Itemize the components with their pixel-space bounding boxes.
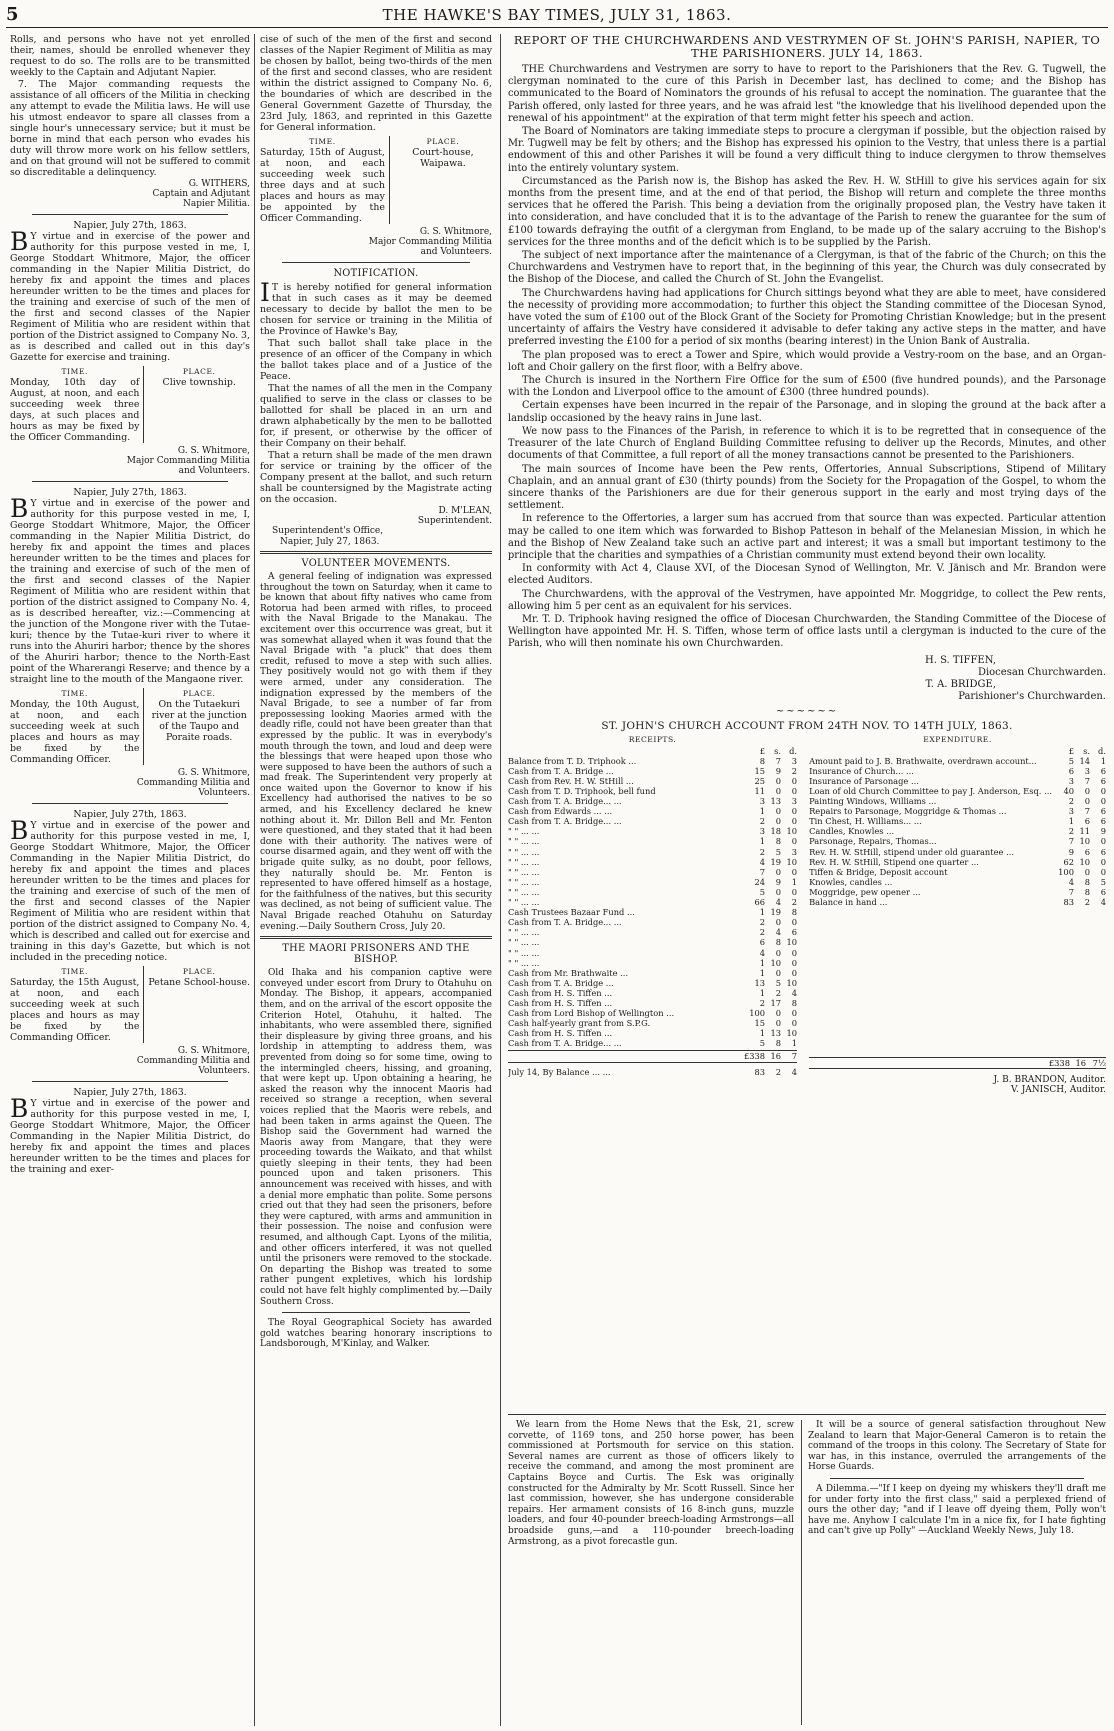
geo-society-note: The Royal Geographical Society has awarded gold watches bearing honorary inscriptions to Landsborough, M'Kinlay, and Walker. — [260, 1318, 492, 1350]
drop-cap: B — [10, 494, 29, 523]
time-header: TIME. — [61, 689, 88, 698]
place-cell: Petane School-house. — [148, 977, 250, 988]
account-row: Cash from Lord Bishop of Wellington ... 100 0 0 — [508, 1008, 798, 1019]
drop-cap: I — [260, 278, 270, 307]
article-heading: THE MAORI PRISONERS AND THE BISHOP. — [282, 943, 470, 966]
column-1 — [10, 34, 250, 1726]
receipts-rows — [508, 756, 797, 1049]
report-paragraph: In reference to the Offertories, a larger sum has accrued from that source than was expected. Particular attention may be called to one item which was forwarded to Bishop Patteson in behalf of the Melanesian Mission, in which he and the Bishop of New Zealand take such an active part and interest; it was a small but important testimony to the principle that the charities and sympathies of a Christian community must extend beyond their own locality. — [508, 513, 1106, 561]
lsd-header: £ s. d. — [759, 745, 798, 756]
account-row: Cash from H. S. Tiffen ... 2 17 8 — [508, 997, 798, 1008]
account-row: " " ... ... 1 8 0 — [508, 836, 798, 847]
account-row: " " ... ... 4 19 10 — [508, 856, 798, 867]
newspaper-title: THE HAWKE'S BAY TIMES, JULY 31, 1863. — [382, 6, 732, 24]
masthead — [0, 0, 1114, 30]
account-row: " " ... ... 2 5 3 — [508, 846, 798, 857]
account-row: Rev. H. W. StHill, stipend under old guarantee ... 9 6 6 — [809, 846, 1106, 857]
report-heading: REPORT OF THE CHURCHWARDENS AND VESTRYMEN OF St. JOHN'S PARISH, NAPIER, TO THE PARISHIONERS. JULY 14, 1863. — [513, 34, 1101, 60]
account-row: Cash from H. S. Tiffen ... 1 13 10 — [508, 1028, 798, 1039]
page-number: 5 — [6, 4, 19, 25]
article-volunteer-movements — [260, 558, 492, 932]
account-row: Cash Trustees Bazaar Fund ... 1 19 8 — [508, 907, 798, 918]
report-paragraph: Certain expenses have been incurred in the repair of the Parsonage, and in sloping the ground at the back after a landslip occasioned by the heavy rains in June last. — [508, 400, 1106, 424]
column-2 — [260, 34, 492, 1726]
drop-cap: B — [10, 227, 29, 256]
time-cell: Monday, 10th day of August, at noon, and each succeeding week three days, at such places and hours as may be fixed by the Officer Commanding. — [10, 377, 140, 443]
dateline: Napier, July 27th, 1863. — [73, 809, 187, 820]
time-place-table — [10, 688, 250, 765]
account-row: Cash from T. A. Bridge... ... 2 0 0 — [508, 816, 798, 827]
article-cameron-dilemma — [808, 1420, 1106, 1725]
account-row: " " ... ... 1 10 0 — [508, 957, 798, 968]
signature-mclean: D. M'LEAN, Superintendent. — [417, 506, 492, 526]
notice-text: Y virtue and in exercise of the power and authority for this purpose vested in me, I, George Stoddart Whitmore, Major, the officer commanding in the Napier Militia District, do hereby fix and appoint the times and places hereunder written to be the times and places for the training and exercise of such of the men of the first and second classes of the Napier Regiment of Militia who are resident within that portion of the District assigned to Company No. 3, as is described and called out in this day's Gazette for exercise and training. — [10, 231, 250, 363]
notice-company-3 — [10, 220, 250, 476]
separator — [282, 262, 470, 263]
signature: G. S. Whitmore, Major Commanding Militia and Volunteers. — [368, 227, 492, 257]
report-paragraph: In conformity with Act 4, Clause XVI, of the Diocesan Synod of Wellington, Mr. V. Jänisch and Mr. Brandon were elected Auditors. — [508, 563, 1106, 587]
masthead-rule — [6, 27, 1108, 28]
article-text: It will be a source of general satisfaction throughout New Zealand to learn that Major-General Cameron is to retain the command of the troops in this colony. The Secretary of State for war has, in this instance, overruled the arrangements of the Horse Guards. — [808, 1420, 1106, 1473]
notice-text: Y virtue and in exercise of the power and authority for this purpose vested in me, I, George Stoddart Whitmore, Major, the Officer commanding in the Napier Militia District, do hereby fix and appoint the times and places hereunder written to be the times and places for the training and exercise of such of the men of the first and second classes of the Napier Regiment of Militia who are resident within that portion of the district assigned to Company No. 4, as is described hereafter, viz.:—Commencing at the junction of the Mongone river with the Tutae-kuri; thence by the Tutae-kuri river to where it runs into the Ahuriri harbor; thence by the shores of the Ahuriri harbor; thence to the North-East point of the Wharerangi Reserve; and thence by a straight line to the mouth of the Mangaone river. — [10, 498, 250, 685]
account-row: Tin Chest, H. Williams... ... 1 6 6 — [809, 816, 1106, 827]
account-row: " " ... ... 3 18 10 — [508, 826, 798, 837]
account-row: Amount paid to J. B. Brathwaite, overdrawn account... 5 14 1 — [809, 755, 1106, 766]
notice-company-4 — [10, 487, 250, 798]
signature: G. S. Whitmore, Commanding Militia and Volunteers. — [136, 1046, 250, 1076]
notice-text: Y virtue and in exercise of the power and authority for this purpose vested in me, I, George Stoddart Whitmore, Major, the Officer Commanding in the Napier Militia District, do hereby fix and appoint the times and places hereunder written to be the times and places for the training and exer- — [10, 1098, 250, 1175]
account-row: Cash from Edwards ... ... 1 0 0 — [508, 806, 798, 817]
receipts-total: £338 16 7 — [508, 1050, 797, 1062]
article-heading: VOLUNTEER MOVEMENTS. — [301, 558, 451, 569]
report-paragraph: Mr. T. D. Triphook having resigned the office of Diocesan Churchwarden, the Standing Committee of the Diocese of Wellington have appointed Mr. H. S. Tiffen, whose term of office lasts until a clergyman is inducted to the cure of the Parish, who will then nominate his own Churchwarden. — [508, 613, 1106, 650]
receipts-side — [508, 735, 797, 1096]
drop-cap: B — [10, 816, 29, 845]
article-text: We learn from the Home News that the Esk, 21, screw corvette, of 1169 tons, and 250 horse power, has been commissioned at Portsmouth for service on this station. Several names are current as those of officers likely to receive the command, and among the most prominent are Captains Boyce and Curtis. The Esk was originally constructed for the Admiralty by Mr. Scott Russell. Since her last commission, however, she has undergone considerable repairs. Her armament consists of 16 8-inch guns, muzzle loaders, and four 40-pounder breech-loading Armstrongs—all broadside guns,—and a 110-pounder breech-loading Armstrong, as a pivot forecastle gun. — [508, 1420, 794, 1547]
separator — [32, 214, 228, 215]
account-row: Cash half-yearly grant from S.P.G. 15 0 0 — [508, 1018, 798, 1029]
dateline: Napier, July 27th, 1863. — [73, 487, 187, 498]
report-paragraph: The Churchwardens having had applications for Church sittings beyond what they are able to meet, have considered the necessity of providing more accommodation; to further this object the Standing committee of the Diocesan Synod, have voted the sum of £100 out of the Block Grant of the Society for Promoting Christian Knowledge; but in the present uncertainty of affairs the Vestry have considered it advisable to defer taking any active steps in the matter, and have preferred investing the £100 for a period of six months (bearing interest) in the Union Bank of Australia. — [508, 287, 1106, 348]
report-paragraph: The Church is insured in the Northern Fire Office for the sum of £500 (five hundred pounds), and the Parsonage with the London and Liverpool office to the amount of £300 (three hundred pounds). — [508, 375, 1106, 399]
report-paragraph: THE Churchwardens and Vestrymen are sorry to have to report to the Parishioners that the Rev. G. Tugwell, the clergyman nominated to the cure of this Parish in December last, has declined to come; and the Bishop has communicated to the Board of Nominators the grounds of his refusal to accept the nomination. The guarantee that the Parish offered, only lasted for three years, and he was afraid lest "the knowledge that his livelihood depended upon the renewal of his appointment" at the expiration of that term might fetter his speech and action. — [508, 64, 1106, 124]
article-text: A general feeling of indignation was expressed throughout the town on Saturday, when it came to be known that about fifty natives who came from Rotorua had been armed with rifles, to proceed with the Naval Brigade to the Manakau. The excitement over this occurrence was great, but it was somewhat allayed when it was found that the Naval Brigade with "a pluck" that does them credit, refused to move a step with such allies. They positively would not go with them if they were armed, under any consideration. The indignation expressed by the members of the Naval Brigade, to see a number of far from prepossessing looking Maories armed with the deadly rifle, could not have been greater than that expressed by the public. It was in everybody's mouth through the town, and loud and deep were the blessings that were heaped upon those who were supposed to have been the authors of such a mad freak. The Superintendent very properly at once waited upon the Governor to know if his Excellency had authorised the natives to be so armed, and his Excellency declared he knew nothing about it. Mr. Dillon Bell and Mr. Fenton were questioned, and they stated that it had been done with their authority. The natives were of course disarmed again, and they went off with the brigade quite sulky, as no doubt, poor fellows, they naturally should be. Mr. Fenton is represented to have offered himself as a hostage, for the faithfulness of the natives, but this security was declined, as not being of sufficient value. The Naval Brigade reached Otahuhu on Saturday evening.—Daily Southern Cross, July 20. — [260, 572, 492, 932]
signature-withers: G. WITHERS, Captain and Adjutant Napier Militia. — [152, 179, 250, 209]
auditor-signatures: J. B. BRANDON, Auditor. V. JANISCH, Auditor. — [993, 1075, 1106, 1096]
account-row: Moggridge, pew opener ... 7 8 6 — [809, 886, 1106, 897]
separator — [32, 803, 228, 804]
account-row: Parsonage, Repairs, Thomas... 7 10 0 — [809, 836, 1106, 847]
account-row: Cash from Mr. Brathwaite ... 1 0 0 — [508, 967, 798, 978]
time-cell: Monday, the 10th August, at noon, and each succeeding week at such places and hours as may be fixed by the Commanding Officer. — [10, 699, 140, 765]
article-esk-corvette — [508, 1420, 794, 1725]
place-cell: Court-house, Waipawa. — [412, 147, 474, 169]
account-row: Tiffen & Bridge, Deposit account 100 0 0 — [809, 866, 1106, 877]
signature: G. S. Whitmore, Major Commanding Militia and Volunteers. — [126, 446, 250, 476]
account-row: " " ... ... 7 0 0 — [508, 866, 798, 877]
report-paragraph: The plan proposed was to erect a Tower and Spire, which would provide a Vestry-room on the base, and an Organ-loft and Choir gallery on the first floor, with a Belfry above. — [508, 349, 1106, 373]
receipts-header: RECEIPTS. — [628, 734, 677, 744]
account-row: " " ... ... 66 4 2 — [508, 897, 798, 908]
account-row: Repairs to Parsonage, Moggridge & Thomas ... 3 7 6 — [809, 806, 1106, 817]
drop-cap: B — [10, 1094, 29, 1123]
account-row: Loan of old Church Committee to pay J. Anderson, Esq. ... 40 0 0 — [809, 786, 1106, 797]
paragraph: 7. The Major commanding requests the assistance of all officers of the Militia in checking any attempt to evade the Militia laws. He will use his utmost endeavor to spare all classes from a single hour's unnecessary service; but it must be borne in mind that each person who evades his duty will throw more work on his fellow settlers, and on that ground will not be suffered to commit so discreditable a delinquency. — [10, 79, 250, 178]
place-header: PLACE. — [182, 689, 216, 698]
time-place-table — [260, 136, 492, 224]
notification-heading: NOTIFICATION. — [333, 268, 419, 279]
account-row: Candles, Knowles ... 2 11 9 — [809, 826, 1106, 837]
account-row: " " ... ... 24 9 1 — [508, 876, 798, 887]
column-3-church-report — [508, 34, 1106, 1414]
signature: G. S. Whitmore, Commanding Militia and Volunteers. — [136, 768, 250, 798]
signature-tiffen: H. S. TIFFEN, Diocesan Churchwarden. — [924, 654, 1106, 678]
paragraph: That a return shall be made of the men drawn for service or training by the officer of the Company present at the ballot, and such return shall be countersigned by the Magistrate acting on the occasion. — [260, 450, 492, 505]
article-maori-prisoners — [260, 943, 492, 1307]
notice-company-4-petane — [10, 809, 250, 1076]
account-row: " " ... ... 5 0 0 — [508, 886, 798, 897]
notice-company-6 — [10, 1087, 250, 1175]
account-row: Insurance of Parsonage ... 3 7 6 — [809, 775, 1106, 786]
time-cell: Saturday, 15th of August, at noon, and each succeeding week such three days and at such places and hours as may be appointed by the Officer Commanding. — [260, 147, 385, 224]
account-row: Cash from T. A. Bridge ... 13 5 10 — [508, 977, 798, 988]
account-row: Cash from T. A. Bridge... ... 3 13 3 — [508, 796, 798, 807]
separator — [32, 481, 228, 482]
report-body — [508, 64, 1106, 651]
paragraph: That such ballot shall take place in the presence of an officer of the Company in which the ballot takes place and of a Justice of the Peace. — [260, 338, 492, 382]
time-header: TIME. — [61, 367, 88, 376]
account-row: Knowles, candles ... 4 8 5 — [809, 876, 1106, 887]
expenditure-header: EXPENDITURE. — [923, 734, 992, 744]
expenditure-rows — [809, 756, 1106, 907]
paragraph: Rolls, and persons who have not yet enrolled their, names, should be enrolled whenever they request to do so. The rolls are to be transmitted weekly to the Captain and Adjutant Napier. — [10, 34, 250, 78]
double-rule — [260, 551, 492, 554]
place-cell: On the Tutaekuri river at the junction of the Taupo and Poraite roads. — [151, 699, 247, 743]
account-row: Cash from Rev. H. W. StHill ... 25 0 0 — [508, 775, 798, 786]
time-header: TIME. — [61, 967, 88, 976]
account-row: Balance in hand ... 83 2 4 — [809, 897, 1106, 908]
account-row: Rev. H. W. StHill, Stipend one quarter ... 62 10 0 — [809, 856, 1106, 867]
account-row: Painting Windows, Williams ... 2 0 0 — [809, 796, 1106, 807]
report-paragraph: We now pass to the Finances of the Parish, in reference to which it is to be regretted that in consequence of the Treasurer of the late Church of England Building Committee refusing to deliver up the Records, Minutes, and other documents of that Committee, a full report of all the money transactions cannot be presented to the Parishioners. — [508, 425, 1106, 462]
dateline: Napier, July 27th, 1863. — [73, 220, 187, 231]
account-row: Cash from T. D. Triphook, bell fund 11 0 0 — [508, 786, 798, 797]
account-row: " " ... ... 2 4 6 — [508, 927, 798, 938]
place-header: PLACE. — [426, 137, 460, 146]
report-paragraph: The main sources of Income have been the Pew rents, Offertories, Annual Subscriptions, Stipend of Military Chaplain, and an annual grant of £30 (thirty pounds) from the Society for the Propagation of the Gospel, to whom the sincere thanks of the Parishioners are due for their generous support in the early and most trying days of the settlement. — [508, 463, 1106, 512]
column-divider — [254, 34, 255, 1726]
time-place-table — [10, 966, 250, 1043]
double-rule — [260, 936, 492, 939]
article-text: Old Ihaka and his companion captive were conveyed under escort from Drury to Otahuhu on Monday. The Bishop, it appears, accompanied them, and on the arrival of the escort opposite the Criterion Hotel, Otahuhu, it halted. The inhabitants, who were assembled there, signified their displeasure by giving three groans, and his lordship in attempting to address them, was prevented from doing so for some time, owing to the intermingled cheers, hissing, and groaning, that were kept up. Upon obtaining a hearing, he asked the reason why the innocent Maoris had received so strange a reception, when several voices replied that the Maoris were rebels, and had been taken in arms against the Queen. The Bishop said the Government had warned the Maoris away from Mangare, that they were proceeding towards the Waikato, and that whilst quietly sleeping in their tents, they had been pounced upon and taken prisoners. This announcement was received with hisses, and with a denial more emphatic than polite. Some persons cried out that they had seen the prisoners, before they were captured, with arms and ammunition in their possession. The noise and confusion were resumed, and although Capt. Lyons of the militia, and other officers interfered, it was not quelled until the prisoners were removed to the stockade. On departing the Bishop was treated to some rather pungent expletives, which his lordship could not have felt highly complimented by.—Daily Southern Cross. — [260, 968, 492, 1307]
account-heading: ST. JOHN'S CHURCH ACCOUNT FROM 24TH NOV. TO 14TH JULY, 1863. — [601, 719, 1013, 732]
notification: NOTIFICATION. I T is hereby notified for general information that in such cases as it may be deemed necessary to decide by ballot the men to be chosen for service or training in the Militia of the Province of Hawke's Bay, That such ballot shall take place in the presence of an officer of the Company in which the ballot takes place and of a Justice of the Peace. That the names of all the men in the Company qualified to serve in the class or classes to be ballotted for shall be placed in an urn and drawn alphabetically by the men to be ballotted for, if present, or otherwise by the officer of their Company on their behalf. That a return shall be made of the men drawn for service or training by the officer of the Company present at the ballot, and such return shall be countersigned by the Magistrate acting on the occasion. D. M'LEAN, Superintendent. Superintendent's Office, Napier, July 27, 1863. — [260, 268, 492, 547]
notice-text: Y virtue and in exercise of the power and authority for this purpose vested in me, I, George Stoddart Whitmore, Major, the Officer Commanding in the Napier Militia District, do hereby fix and appoint the times and places hereunder written to be the times and places for the training and exercise of such of the men of the first and second classes of the Napier Regiment of Militia who are resident within that portion of the district assigned to Company No. 4, which is described and called out for exercise and training in this day's Gazette, but which is not included in the preceding notice. — [10, 820, 250, 963]
place-header: PLACE. — [182, 967, 216, 976]
account-row: Cash from T. A. Bridge ... 15 9 2 — [508, 765, 798, 776]
report-paragraph: The Board of Nominators are taking immediate steps to procure a clergyman if possible, but the objection raised by Mr. Tugwell may be felt by others; and the Bishop has expressed his opinion to the Vestry, that unless there is a partial endowment of this and other Parishes it will be found a very difficult thing to induce clergymen to throw themselves into the entirely voluntary system. — [508, 126, 1106, 174]
office-line: Superintendent's Office, Napier, July 27, 1863. — [272, 526, 384, 547]
dateline: Napier, July 27th, 1863. — [73, 1087, 187, 1098]
separator — [282, 1312, 470, 1313]
time-header: TIME. — [309, 137, 336, 146]
account-row: " " ... ... 6 8 10 — [508, 937, 798, 948]
section-rule — [508, 1414, 1106, 1415]
account-row: Insurance of Church... ... 6 3 6 — [809, 765, 1106, 776]
report-paragraph: Circumstanced as the Parish now is, the Bishop has asked the Rev. H. W. StHill to give his services again for six months from the present time, and at the end of that period, the Bishop will return and complete the three months services that he offered the Parish. This being a deviation from the originally proposed plan, the Vestry have taken it into consideration, and have concluded that it is to the advantage of the Parish to renew the guarantee for the sum of £100 towards defraying the outfit of a clergyman from England, to be made up of the salary accruing to the Bishop's services for the three months and of the deficit which is to be supplied by the Parish. — [508, 175, 1106, 248]
balance-row: July 14, By Balance ... ... 83 2 4 — [508, 1066, 798, 1077]
expenditure-total: £338 16 7½ — [809, 1057, 1106, 1069]
expenditure-side — [809, 735, 1106, 1096]
church-account-table — [508, 735, 1106, 1096]
paragraph: That the names of all the men in the Company qualified to serve in the class or classes to be ballotted for shall be placed in an urn and drawn alphabetically by the men to be ballotted for, if present, or otherwise by the officer of their Company on their behalf. — [260, 383, 492, 449]
ornament-divider: ~~~~~~ — [775, 705, 839, 717]
separator — [32, 1081, 228, 1082]
notice-continuation: cise of such of the men of the first and second classes of the Napier Regiment of Militia as may be chosen by ballot, being two-thirds of the men of the first and second classes, who are resident within the district assigned to Company No. 6, the boundaries of which are described in the General Government Gazette of Thursday, the 23rd July, 1863, and reprinted in this Gazette for General information. — [260, 34, 492, 133]
column-divider — [801, 1420, 802, 1725]
place-cell: Clive township. — [162, 377, 236, 388]
account-row: Cash from T. A. Bridge... ... 2 0 0 — [508, 917, 798, 928]
lsd-header: £ s. d. — [1068, 745, 1106, 756]
place-header: PLACE. — [182, 367, 216, 376]
report-paragraph: The Churchwardens, with the approval of the Vestrymen, have appointed Mr. Moggridge, to collect the Pew rents, allowing him 5 per cent as an equivalent for his services. — [508, 588, 1106, 612]
time-cell: Saturday, the 15th August, at noon, and each succeeding week at such places and hours as may be fixed by the Commanding Officer. — [10, 977, 140, 1043]
report-paragraph: The subject of next importance after the maintenance of a Clergyman, is that of the fabric of the Church; on this the Churchwardens and Vestrymen have to report that, in the beginning of this year, the Church was duly consecrated by the Bishop of the Diocese, and called the Church of St. John the Evangelist. — [508, 250, 1106, 286]
account-row: Cash from H. S. Tiffen ... 1 2 4 — [508, 987, 798, 998]
account-row: Balance from T. D. Triphook ... 8 7 3 — [508, 755, 798, 766]
column-divider — [500, 34, 501, 1726]
account-row: Cash from T. A. Bridge... ... 5 8 1 — [508, 1038, 798, 1049]
time-place-table — [10, 366, 250, 443]
signature-bridge: T. A. BRIDGE, Parishioner's Churchwarden. — [925, 678, 1106, 702]
article-text: A Dilemma.—"If I keep on dyeing my whiskers they'll draft me for under forty into the first class," said a perplexed friend of ours the other day; "and if I leave off dyeing them, Polly won't have me. Anyhow I calculate I'm in a nice fix, for I hate fighting and can't give up Polly" —Auckland Weekly News, July 18. — [808, 1483, 1106, 1537]
separator — [830, 1478, 1084, 1479]
account-row: " " ... ... 4 0 0 — [508, 947, 798, 958]
